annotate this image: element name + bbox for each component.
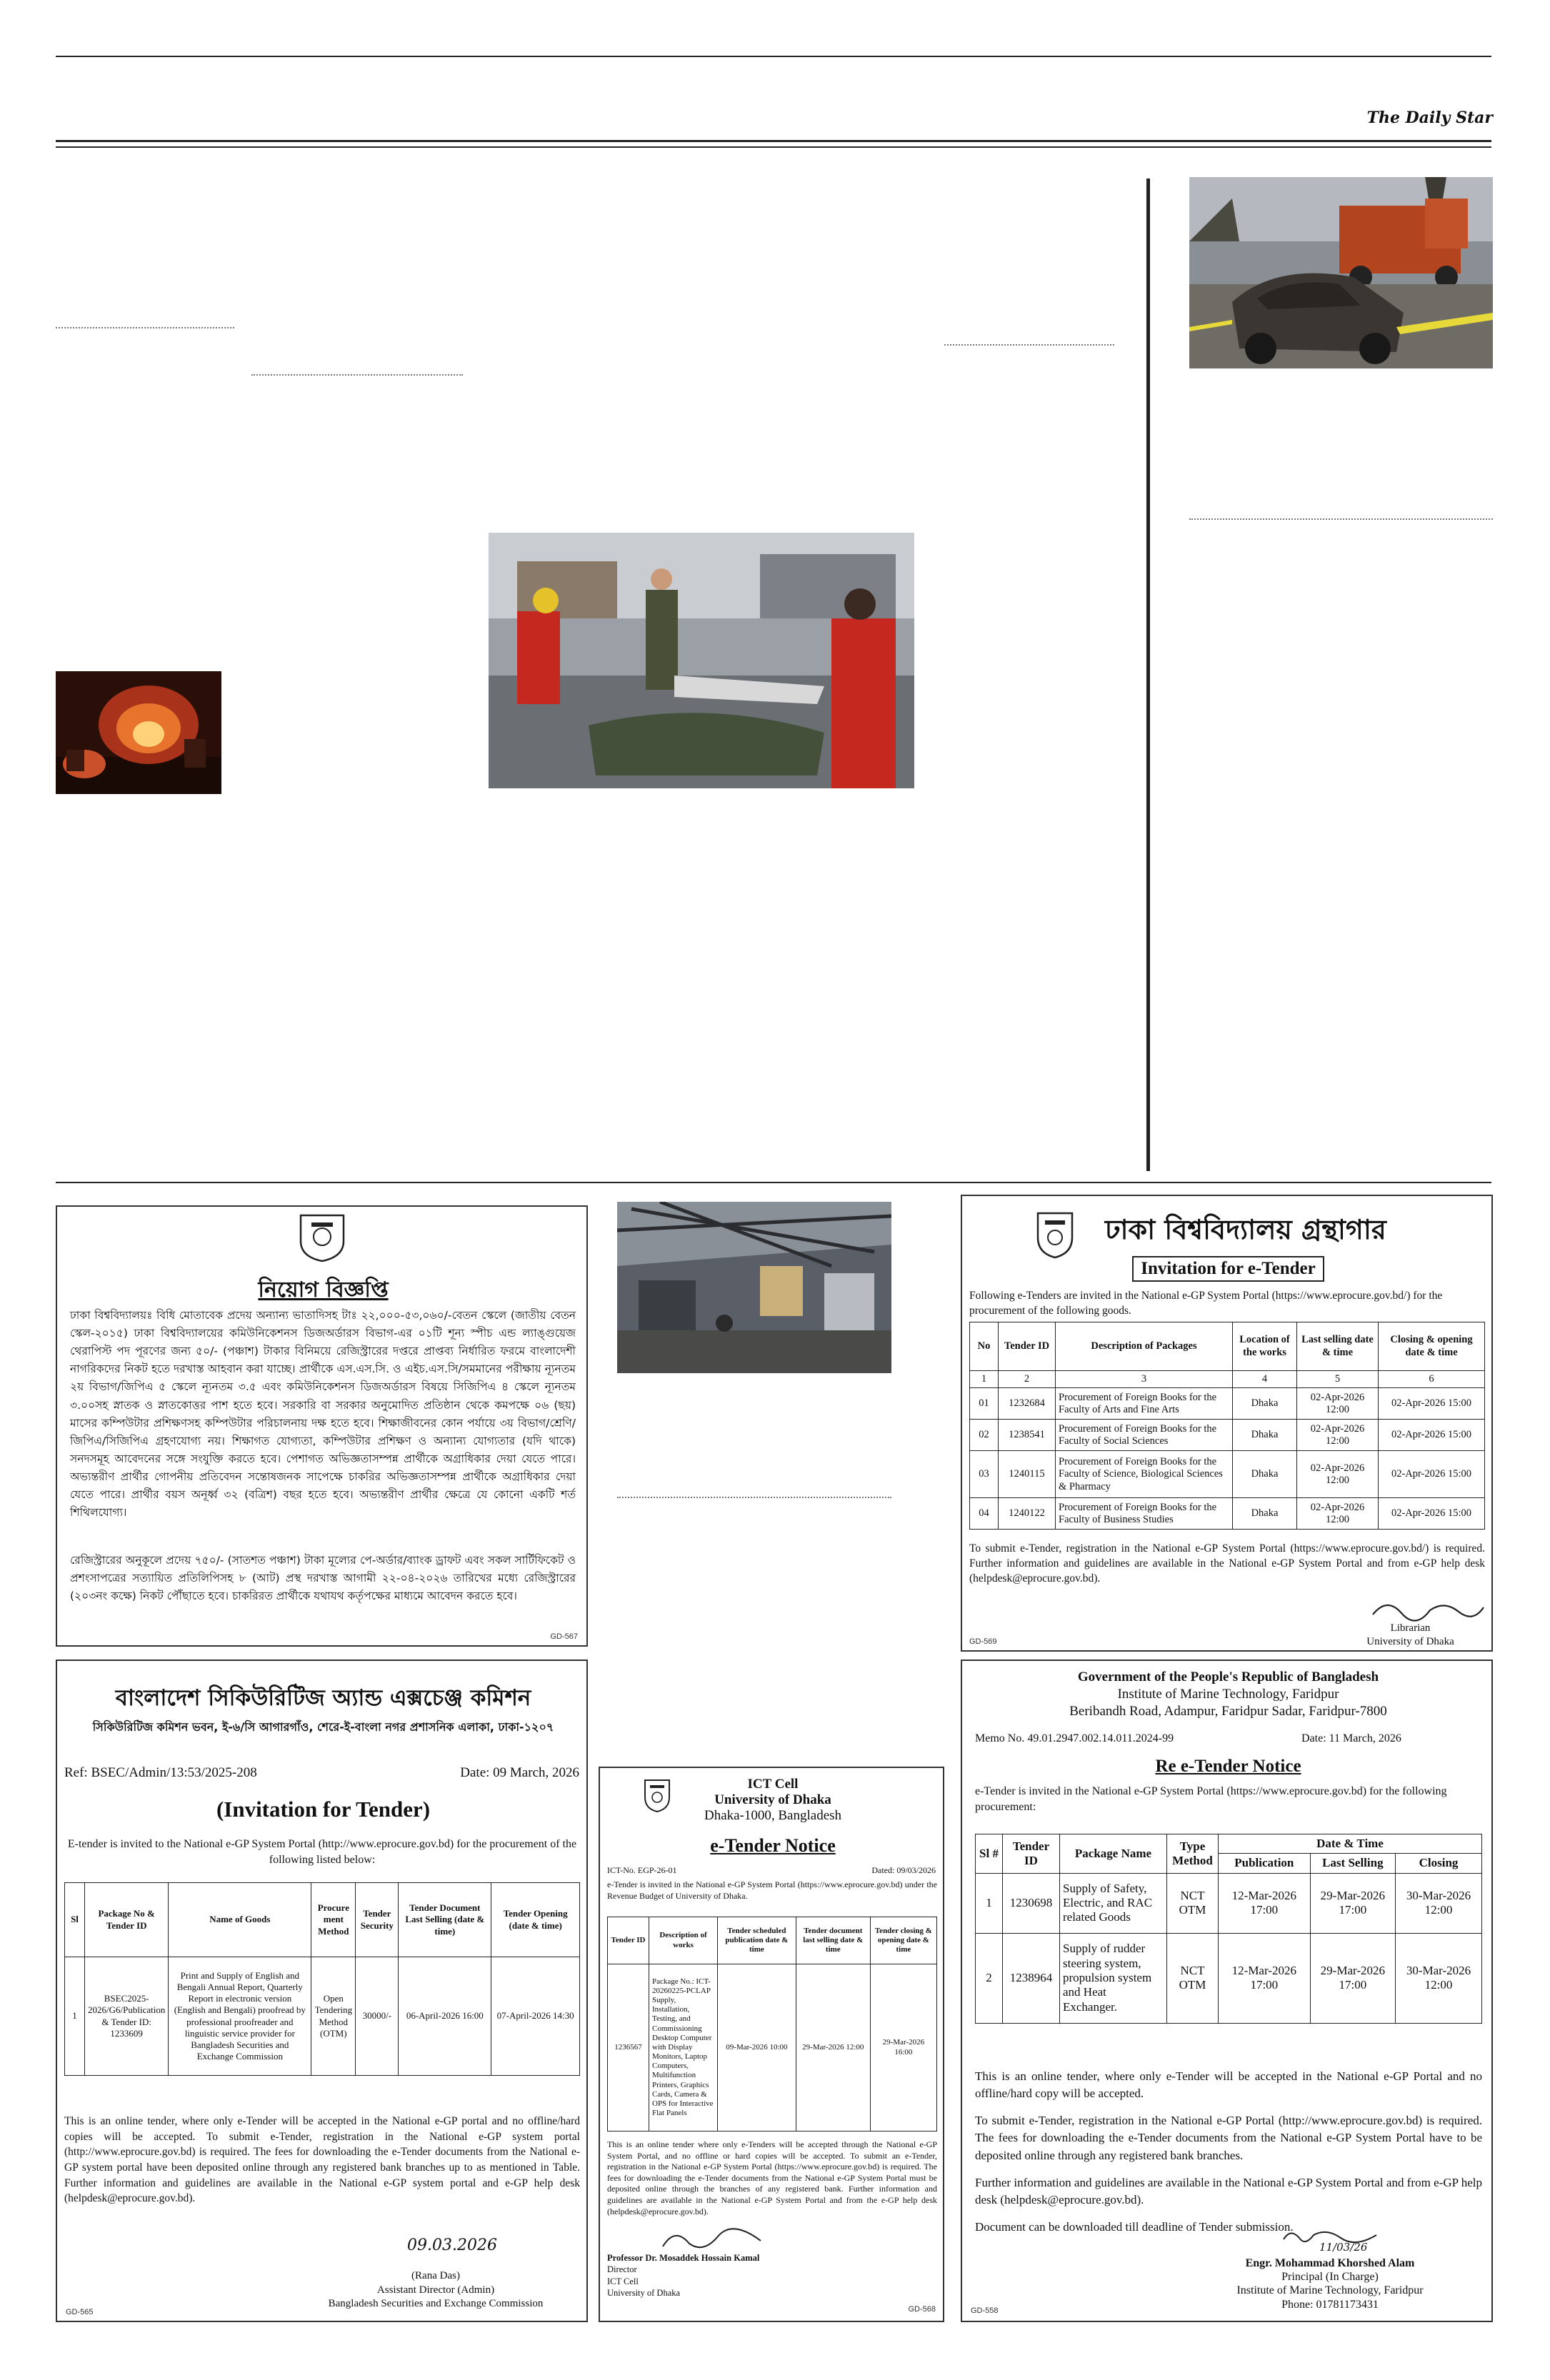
ict-signatory bbox=[607, 2252, 821, 2299]
table-header: Tender closing & opening date & time bbox=[870, 1917, 936, 1964]
table-cell: 30-Mar-2026 12:00 bbox=[1396, 1933, 1482, 2023]
table-cell: 30-Mar-2026 12:00 bbox=[1396, 1873, 1482, 1933]
table-cell: 1238964 bbox=[1003, 1933, 1060, 2023]
bsec-title: (Invitation for Tender) bbox=[216, 1797, 431, 1822]
gd-number: GD-568 bbox=[908, 2305, 936, 2314]
table-cell: 29-Mar-2026 16:00 bbox=[870, 1964, 936, 2132]
table-header: Tender ID bbox=[608, 1917, 649, 1964]
table-cell: 02-Apr-2026 12:00 bbox=[1297, 1498, 1379, 1530]
table-row bbox=[970, 1420, 1485, 1451]
imt-line2: Institute of Marine Technology, Faridpur bbox=[1117, 1687, 1339, 1702]
table-header: Package Name bbox=[1060, 1834, 1167, 1874]
table-cell: Procurement of Foreign Books for the Faculty of Business Studies bbox=[1056, 1498, 1233, 1530]
ict-ref: ICT-No. EGP-26-01 bbox=[607, 1865, 677, 1875]
table-header: Tender document last selling date & time bbox=[796, 1917, 870, 1964]
signatory-org: University of Dhaka bbox=[607, 2287, 681, 2298]
table-cell: 4 bbox=[1233, 1371, 1297, 1388]
table-cell: 02-Apr-2026 15:00 bbox=[1379, 1451, 1485, 1498]
table-row bbox=[65, 1957, 580, 2076]
top-rule bbox=[56, 56, 1491, 57]
table-cell: 03 bbox=[970, 1451, 999, 1498]
signatory-name: (Rana Das) bbox=[411, 2270, 460, 2281]
signatory-title: Director bbox=[607, 2264, 637, 2275]
table-row bbox=[976, 1873, 1482, 1933]
table-cell: 29-Mar-2026 12:00 bbox=[796, 1964, 870, 2132]
recruitment-instructions: রেজিস্ট্রারের অনুকূলে প্রদেয় ৭৫০/- (সাতশত পঞ্চাশ) টাকা মূল্যের পে-অর্ডার/ব্যাংক ড্রাফট এবং সকল সার্টিফিকেট ও প্রশংসাপত্রের সত্যায়িত প্রতিলিপিসহ ৮ (আট) প্রস্থ দরখাস্ত আগামী ২২-০৪-২০২৬ তারিখের মধ্যে রেজিস্ট্রারের (২০৩নং কক্ষে) নিকট পৌঁছাতে হবে। চাকরিরত প্রার্থীকে যথাযথ কর্তৃপক্ষের মাধ্যমে আবেদন করতে হবে। bbox=[70, 1554, 576, 1603]
bsec-footer: This is an online tender, where only e-Tender will be accepted in the National e-GP portal and no offline/hard copies will be accepted. To submit e-Tender, registration in the National e-GP system portal (http://www.eprocure.gov.bd) is required. The fees for downloading the e-Tender documents from the National e-GP system portal have been deposited online through any registered bank branches up to as mentioned in Table. Further information and guidelines are available in the National e-GP system portal and e-GP help desk (helpdesk@eprocure.gov.bd). bbox=[64, 2115, 580, 2205]
imt-signature-date: 11/03/26 bbox=[1319, 2241, 1368, 2254]
table-cell: 1232684 bbox=[999, 1388, 1056, 1420]
ict-cell-tender-ad bbox=[599, 1767, 944, 2322]
bsec-ref: Ref: BSEC/Admin/13:53/2025-208 bbox=[64, 1765, 257, 1780]
table-cell: 02-Apr-2026 12:00 bbox=[1297, 1388, 1379, 1420]
du-logo-icon bbox=[1035, 1210, 1075, 1260]
table-cell: 02-Apr-2026 12:00 bbox=[1297, 1451, 1379, 1498]
imt-line1: Government of the People's Republic of Bangladesh bbox=[1077, 1669, 1379, 1684]
table-cell: Procurement of Foreign Books for the Faculty of Science, Biological Sciences & Pharmacy bbox=[1056, 1451, 1233, 1498]
ict-signature bbox=[657, 2225, 764, 2254]
news-photo-rescue-workers bbox=[489, 533, 914, 788]
table-header: Publication bbox=[1219, 1854, 1311, 1873]
ict-title: e-Tender Notice bbox=[710, 1835, 836, 1856]
ict-line2: University of Dhaka bbox=[714, 1792, 831, 1807]
table-cell: 12-Mar-2026 17:00 bbox=[1219, 1873, 1311, 1933]
table-cell: 1236567 bbox=[608, 1964, 649, 2132]
library-tender-table bbox=[969, 1322, 1485, 1530]
table-header: Date & Time bbox=[1219, 1834, 1482, 1854]
table-header: Tender ID bbox=[1003, 1834, 1060, 1874]
signatory-phone: Phone: 01781173431 bbox=[1281, 2298, 1379, 2311]
table-cell: 2 bbox=[976, 1933, 1003, 2023]
bsec-tender-table bbox=[64, 1882, 580, 2076]
table-cell: 06-April-2026 16:00 bbox=[399, 1957, 491, 2076]
table-cell: 1230698 bbox=[1003, 1873, 1060, 1933]
news-photo-explosion bbox=[56, 671, 221, 794]
table-cell: 1 bbox=[970, 1371, 999, 1388]
bsec-signature-date: 09.03.2026 bbox=[407, 2236, 497, 2254]
table-row bbox=[970, 1451, 1485, 1498]
ict-intro: e-Tender is invited in the National e-GP System Portal (https://www.eprocure.gov.bd) under the Revenue Budget of University of Dhaka. bbox=[607, 1879, 937, 1901]
table-header: Procure ment Method bbox=[311, 1883, 356, 1957]
table-cell: NCT OTM bbox=[1167, 1933, 1219, 2023]
table-cell: 02 bbox=[970, 1420, 999, 1451]
table-cell: 01 bbox=[970, 1388, 999, 1420]
signatory-org: University of Dhaka bbox=[1366, 1635, 1454, 1647]
imt-paragraph: To submit e-Tender, registration in the National e-GP Portal (http://www.eprocure.gov.bd) is required. The fees for downloading the e-Tender documents from the National e-GP System Portal have to be deposited online through any registered bank branches. bbox=[975, 2114, 1482, 2162]
gd-number: GD-567 bbox=[550, 1632, 578, 1641]
table-cell: 02-Apr-2026 15:00 bbox=[1379, 1498, 1485, 1530]
section-divider bbox=[944, 344, 1114, 346]
librarian-signature bbox=[1366, 1593, 1487, 1623]
signatory-org: Institute of Marine Technology, Faridpur bbox=[1236, 2284, 1424, 2297]
table-header: No bbox=[970, 1322, 999, 1371]
table-cell: 1238541 bbox=[999, 1420, 1056, 1451]
table-cell: 1 bbox=[976, 1873, 1003, 1933]
table-row bbox=[608, 1964, 937, 2132]
table-cell: Dhaka bbox=[1233, 1451, 1297, 1498]
table-cell: 12-Mar-2026 17:00 bbox=[1219, 1933, 1311, 2023]
imt-title: Re e-Tender Notice bbox=[1155, 1757, 1301, 1776]
imt-paragraph: Further information and guidelines are available in the National e-GP System Portal and from e-GP help desk (helpdesk@eprocure.gov.bd). bbox=[975, 2175, 1482, 2206]
du-logo-icon bbox=[297, 1212, 347, 1262]
table-header: Last Selling bbox=[1310, 1854, 1395, 1873]
ict-date: Dated: 09/03/2026 bbox=[871, 1865, 936, 1875]
signatory-title: Principal (In Charge) bbox=[1281, 2271, 1379, 2284]
table-cell: 09-Mar-2026 10:00 bbox=[718, 1964, 796, 2132]
signatory-org: Bangladesh Securities and Exchange Commission bbox=[328, 2298, 544, 2309]
table-cell: BSEC2025-2026/G6/Publication & Tender ID: 1233609 bbox=[85, 1957, 169, 2076]
masthead-brand: The Daily Star bbox=[1366, 109, 1493, 127]
du-library-tender-ad bbox=[961, 1195, 1493, 1652]
imt-memo: Memo No. 49.01.2947.002.14.011.2024-99 bbox=[975, 1732, 1174, 1744]
table-header: Description of works bbox=[649, 1917, 718, 1964]
table-cell: Dhaka bbox=[1233, 1498, 1297, 1530]
table-cell: Supply of rudder steering system, propulsion system and Heat Exchanger. bbox=[1060, 1933, 1167, 2023]
table-cell: 02-Apr-2026 15:00 bbox=[1379, 1388, 1485, 1420]
news-photo-damaged-building bbox=[617, 1202, 891, 1373]
table-cell: 02-Apr-2026 12:00 bbox=[1297, 1420, 1379, 1451]
table-cell: 1240122 bbox=[999, 1498, 1056, 1530]
ict-line1: ICT Cell bbox=[747, 1777, 799, 1792]
table-header: Description of Packages bbox=[1056, 1322, 1233, 1371]
table-header: Closing & opening date & time bbox=[1379, 1322, 1485, 1371]
table-row bbox=[970, 1371, 1485, 1388]
table-cell: 30000/- bbox=[356, 1957, 399, 2076]
gd-number: GD-558 bbox=[971, 2306, 999, 2315]
bsec-tender-ad bbox=[56, 1660, 588, 2322]
signatory-name: Engr. Mohammad Khorshed Alam bbox=[1245, 2257, 1415, 2269]
recruitment-body: ঢাকা বিশ্ববিদ্যালয়ঃ বিধি মোতাবেক প্রদেয় অন্যান্য ভাতাদিসহ টাঃ ২২,০০০-৫৩,০৬০/-বেতন স্কেলে (জাতীয় বেতন স্কেল-২০১৫) ঢাকা বিশ্ববিদ্যালয়ের কমিউনিকেশনস ডিজঅর্ডারস বিভাগ-এর ০১টি শূন্য স্পীচ এন্ড ল্যাঙ্গুয়েজ থেরাপিস্ট পদ পূরণের জন্য ৫০/- (পঞ্চাশ) টাকার বিনিময়ে রেজিস্ট্রারের দপ্তরে প্রাপ্তব্য নির্ধারিত ফরমে বাংলাদেশী নাগরিকদের নিকট হতে দরখাস্ত আহবান করা যাচ্ছে। প্রার্থীকে এস.এস.সি. ও এইচ.এস.সি/সমমানের পরীক্ষায় ন্যূনতম ২য় বিভাগ/জিপিএ ৫ স্কেলে ন্যূনতম ৩.৫ এবং কমিউনিকেশনস ডিজঅর্ডারস বিষয়ে সিজিপিএ ৪ স্কেলে ন্যূনতম ৩.০০সহ স্নাতক ও স্নাতকোত্তর পাশ হতে হবে। সরকারি বা সরকার অনুমোদিত প্রতিষ্ঠান থেকে কমপক্ষে ০৬ (ছয়) মাসের কম্পিউটার প্রশিক্ষণসহ কম্পিউটার পরিচালনায় দক্ষ হতে হবে। শিক্ষাজীবনের কোন পর্যায়ে ৩য় বিভাগ/শ্রেণি/জিপিএ/সিজিপিএ গ্রহণযোগ্য নয়। শিক্ষাগত যোগ্যতা, কম্পিউটার প্রশিক্ষণ ও অন্যান্য যোগ্যতার (যদি থাকে) সনদসমূহ আবেদনের সঙ্গে সংযুক্তি করতে হবে। পেশাগত অভিজ্ঞতাসম্পন্ন প্রার্থীকে অগ্রাধিকার দেয়া যেতে পারে। অভ্যন্তরীণ প্রার্থীর গোপনীয় প্রতিবেদন সন্তোষজনক সাপেক্ষে চাকরির অভিজ্ঞতাসম্পন্ন প্রার্থীকে অগ্রাধিকার দেয়া যেতে পারে। প্রার্থীর বয়স অনূর্ধ্ব ৩২ (বত্রিশ) বছর হতে হবে। অভ্যন্তরীণ প্রার্থীর ক্ষেত্রে যে কোনো একটি শর্ত শিথিলযোগ্য। bbox=[70, 1309, 576, 1520]
bsec-signatory bbox=[286, 2269, 586, 2311]
table-cell: 29-Mar-2026 17:00 bbox=[1310, 1933, 1395, 2023]
table-cell: Supply of Safety, Electric, and RAC related Goods bbox=[1060, 1873, 1167, 1933]
library-footer: To submit e-Tender, registration in the National e-GP System Portal (https://www.eprocure.gov.bd/) is required. Further information and guidelines are available in the National e-GP System Portal and from e-GP help desk (helpdesk@eprocure.gov.bd). bbox=[969, 1542, 1485, 1585]
table-cell: Procurement of Foreign Books for the Faculty of Social Sciences bbox=[1056, 1420, 1233, 1451]
news-photo-burned-car bbox=[1189, 177, 1493, 368]
recruitment-title: নিয়োগ বিজ্ঞপ্তি bbox=[258, 1277, 389, 1302]
section-divider bbox=[617, 1497, 891, 1498]
column-rule bbox=[1146, 179, 1150, 1171]
imt-tender-ad bbox=[961, 1660, 1493, 2322]
imt-intro: e-Tender is invited in the National e-GP System Portal (https://www.eprocure.gov.bd) for the following procurement: bbox=[975, 1785, 1447, 1813]
library-title: Invitation for e-Tender bbox=[1132, 1256, 1324, 1282]
bsec-address: সিকিউরিটিজ কমিশন ভবন, ই-৬/সি আগারগাঁও, শেরে-ই-বাংলা নগর প্রশাসনিক এলাকা, ঢাকা-১২০৭ bbox=[92, 1720, 554, 1734]
library-intro: Following e-Tenders are invited in the National e-GP System Portal (https://www.eprocure.gov.bd/) for the procurement of the following goods. bbox=[969, 1290, 1443, 1317]
table-cell: Dhaka bbox=[1233, 1420, 1297, 1451]
table-cell: 3 bbox=[1056, 1371, 1233, 1388]
table-header: Package No & Tender ID bbox=[85, 1883, 169, 1957]
table-header: Name of Goods bbox=[169, 1883, 311, 1957]
library-signatory bbox=[1334, 1622, 1487, 1649]
ict-line3: Dhaka-1000, Bangladesh bbox=[704, 1808, 842, 1823]
masthead-rule-2 bbox=[56, 146, 1491, 148]
table-row bbox=[970, 1498, 1485, 1530]
table-header: Sl bbox=[65, 1883, 85, 1957]
table-header: Tender ID bbox=[999, 1322, 1056, 1371]
gd-number: GD-565 bbox=[66, 2308, 94, 2316]
imt-paragraph: This is an online tender, where only e-Tender will be accepted in the National e-GP Portal and no offline/hard copy will be accepted. bbox=[975, 2069, 1482, 2101]
bsec-org-name: বাংলাদেশ সিকিউরিটিজ অ্যান্ড এক্সচেঞ্জ কমিশন bbox=[115, 1685, 531, 1711]
table-cell: Dhaka bbox=[1233, 1388, 1297, 1420]
signatory-title: Assistant Director (Admin) bbox=[376, 2284, 495, 2296]
table-cell: 04 bbox=[970, 1498, 999, 1530]
table-cell: 29-Mar-2026 17:00 bbox=[1310, 1873, 1395, 1933]
section-divider bbox=[251, 374, 463, 376]
signatory-title: Librarian bbox=[1390, 1622, 1431, 1634]
table-cell: 07-April-2026 14:30 bbox=[491, 1957, 580, 2076]
imt-line3: Beribandh Road, Adampur, Faridpur Sadar, Faridpur-7800 bbox=[1069, 1704, 1387, 1719]
table-cell: 1 bbox=[65, 1957, 85, 2076]
library-title-bn: ঢাকা বিশ্ববিদ্যালয় গ্রন্থাগার bbox=[1105, 1214, 1386, 1245]
imt-paragraph: Document can be downloaded till deadline of Tender submission. bbox=[975, 2219, 1294, 2234]
table-header: Tender Document Last Selling (date & time) bbox=[399, 1883, 491, 1957]
gd-number: GD-569 bbox=[969, 1637, 997, 1646]
imt-signatory bbox=[1176, 2256, 1484, 2311]
table-header: Location of the works bbox=[1233, 1322, 1297, 1371]
table-header: Last selling date & time bbox=[1297, 1322, 1379, 1371]
table-cell: 2 bbox=[999, 1371, 1056, 1388]
table-cell: 5 bbox=[1297, 1371, 1379, 1388]
imt-body bbox=[975, 2068, 1482, 2236]
recruitment-notice-ad bbox=[56, 1205, 588, 1647]
table-header: Tender Security bbox=[356, 1883, 399, 1957]
bsec-intro: E-tender is invited to the National e-GP System Portal (http://www.eprocure.gov.bd) for the procurement of the following listed below: bbox=[67, 1838, 577, 1866]
table-header: Sl # bbox=[976, 1834, 1003, 1874]
table-cell: Procurement of Foreign Books for the Faculty of Arts and Fine Arts bbox=[1056, 1388, 1233, 1420]
imt-tender-table bbox=[975, 1834, 1482, 2024]
table-header: Closing bbox=[1396, 1854, 1482, 1873]
table-cell: 02-Apr-2026 15:00 bbox=[1379, 1420, 1485, 1451]
signatory-org: ICT Cell bbox=[607, 2276, 639, 2286]
table-cell: Package No.: ICT-20260225-PCLAP Supply, Installation, Testing, and Commissioning Desktop Computer with Display Monitors, Laptop Computers, Multifunction Printers, Graphics Cards, Camera & OPS for Interactive Flat Panels bbox=[649, 1964, 718, 2132]
table-cell: 6 bbox=[1379, 1371, 1485, 1388]
table-cell: Print and Supply of English and Bengali Annual Report, Quarterly Report in electronic version (English and Bengali) proofread by professional proofreader and linguistic service provider for Bangladesh Securities and Exchange Commission bbox=[169, 1957, 311, 2076]
table-cell: Open Tendering Method (OTM) bbox=[311, 1957, 356, 2076]
section-divider bbox=[1189, 518, 1493, 520]
ads-section-rule bbox=[56, 1182, 1491, 1183]
signatory-name: Professor Dr. Mosaddek Hossain Kamal bbox=[607, 2253, 760, 2263]
table-header: Type Method bbox=[1167, 1834, 1219, 1874]
table-cell: NCT OTM bbox=[1167, 1873, 1219, 1933]
table-header: Tender Opening (date & time) bbox=[491, 1883, 580, 1957]
table-cell: 1240115 bbox=[999, 1451, 1056, 1498]
masthead-rule-1 bbox=[56, 140, 1491, 142]
ict-footer: This is an online tender where only e-Tenders will be accepted through the National e-GP System Portal, and no offline or hard copies will be accepted. To submit an e-Tender, registration in the National e-GP System Portal (https://www.eprocure.gov.bd) is required. The fees for downloading the e-Tender documents from the National e-GP System Portal must be deposited online through the branches of any registered bank. Further information and guidelines are available in the National e-GP System Portal and from the e-GP help desk (helpdesk@eprocure.gov.bd). bbox=[607, 2139, 937, 2216]
table-header: Tender scheduled publication date & time bbox=[718, 1917, 796, 1964]
bsec-date: Date: 09 March, 2026 bbox=[460, 1765, 579, 1780]
table-row bbox=[976, 1933, 1482, 2023]
library-title-wrap bbox=[962, 1256, 1493, 1282]
table-row bbox=[970, 1388, 1485, 1420]
imt-date: Date: 11 March, 2026 bbox=[1301, 1732, 1401, 1744]
ict-tender-table bbox=[607, 1917, 937, 2132]
section-divider bbox=[56, 327, 234, 328]
